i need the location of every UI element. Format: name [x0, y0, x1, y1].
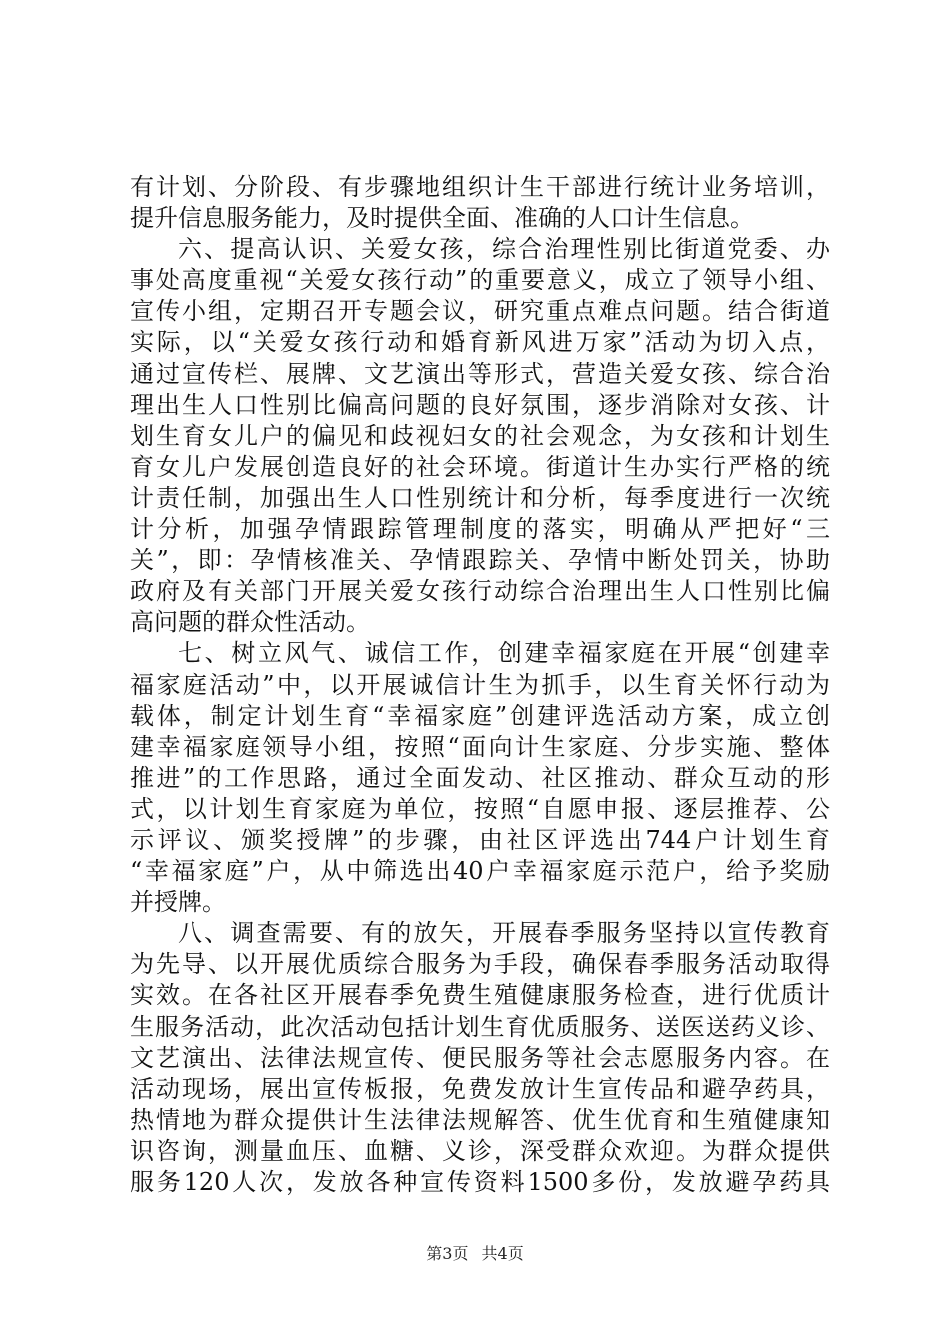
text-line: 关”，即：孕情核准关、孕情跟踪关、孕情中断处罚关，协助	[130, 546, 830, 575]
text-line: 示评议、颁奖授牌”的步骤，由社区评选出744户计划生育	[130, 825, 830, 854]
text-line: 高问题的群众性活动。	[130, 608, 370, 637]
page-total: 共4页	[481, 1244, 524, 1263]
document-body	[130, 172, 830, 1198]
text-line: 通过宣传栏、展牌、文艺演出等形式，营造关爱女孩、综合治	[130, 359, 830, 388]
text-line: 理出生人口性别比偏高问题的良好氛围，逐步消除对女孩、计	[130, 390, 830, 419]
text-line: 计分析，加强孕情跟踪管理制度的落实，明确从严把好“三	[130, 515, 830, 544]
text-line: 宣传小组，定期召开专题会议，研究重点难点问题。结合街道	[130, 297, 830, 326]
text-line: 识咨询，测量血压、血糖、义诊，深受群众欢迎。为群众提供	[130, 1136, 830, 1165]
text-line: 政府及有关部门开展关爱女孩行动综合治理出生人口性别比偏	[130, 577, 830, 606]
text-line: 生服务活动，此次活动包括计划生育优质服务、送医送药义诊、	[130, 1012, 830, 1041]
text-line: 八、调查需要、有的放矢，开展春季服务坚持以宣传教育	[178, 919, 830, 948]
text-line: “幸福家庭”户，从中筛选出40户幸福家庭示范户，给予奖励	[130, 857, 830, 886]
text-line: 载体，制定计划生育“幸福家庭”创建评选活动方案，成立创	[130, 701, 830, 730]
text-line: 有计划、分阶段、有步骤地组织计生干部进行统计业务培训，	[130, 173, 830, 201]
text-line: 计责任制，加强出生人口性别统计和分析，每季度进行一次统	[130, 483, 830, 512]
text-line: 六、提高认识、关爱女孩，综合治理性别比街道党委、办	[178, 235, 830, 264]
text-line: 实际，以“关爱女孩行动和婚育新风进万家”活动为切入点，	[130, 328, 830, 357]
text-line: 事处高度重视“关爱女孩行动”的重要意义，成立了领导小组、	[130, 266, 830, 295]
text-line: 育女儿户发展创造良好的社会环境。街道计生办实行严格的统	[130, 452, 830, 481]
text-line: 热情地为群众提供计生法律法规解答、优生优育和生殖健康知	[130, 1105, 830, 1134]
text-line: 七、树立风气、诚信工作，创建幸福家庭在开展“创建幸	[178, 639, 830, 668]
text-line: 活动现场，展出宣传板报，免费发放计生宣传品和避孕药具，	[130, 1074, 830, 1103]
text-line: 划生育女儿户的偏见和歧视妇女的社会观念，为女孩和计划生	[130, 421, 830, 450]
text-line: 建幸福家庭领导小组，按照“面向计生家庭、分步实施、整体	[130, 732, 830, 761]
text-line: 服务120人次，发放各种宣传资料1500多份，发放避孕药具	[130, 1168, 830, 1196]
page-number: 第3页	[426, 1244, 469, 1263]
text-line: 福家庭活动”中，以开展诚信计生为抓手，以生育关怀行动为	[130, 670, 830, 699]
text-line: 提升信息服务能力，及时提供全面、准确的人口计生信息。	[130, 204, 754, 233]
text-line: 式，以计划生育家庭为单位，按照“自愿申报、逐层推荐、公	[130, 794, 830, 823]
text-line: 为先导、以开展优质综合服务为手段，确保春季服务活动取得	[130, 950, 830, 979]
text-line: 实效。在各社区开展春季免费生殖健康服务检查，进行优质计	[130, 981, 830, 1010]
text-line: 并授牌。	[130, 888, 226, 917]
page-footer	[0, 1244, 950, 1264]
text-line: 文艺演出、法律法规宣传、便民服务等社会志愿服务内容。在	[130, 1043, 830, 1072]
text-line: 推进”的工作思路，通过全面发动、社区推动、群众互动的形	[130, 763, 830, 792]
